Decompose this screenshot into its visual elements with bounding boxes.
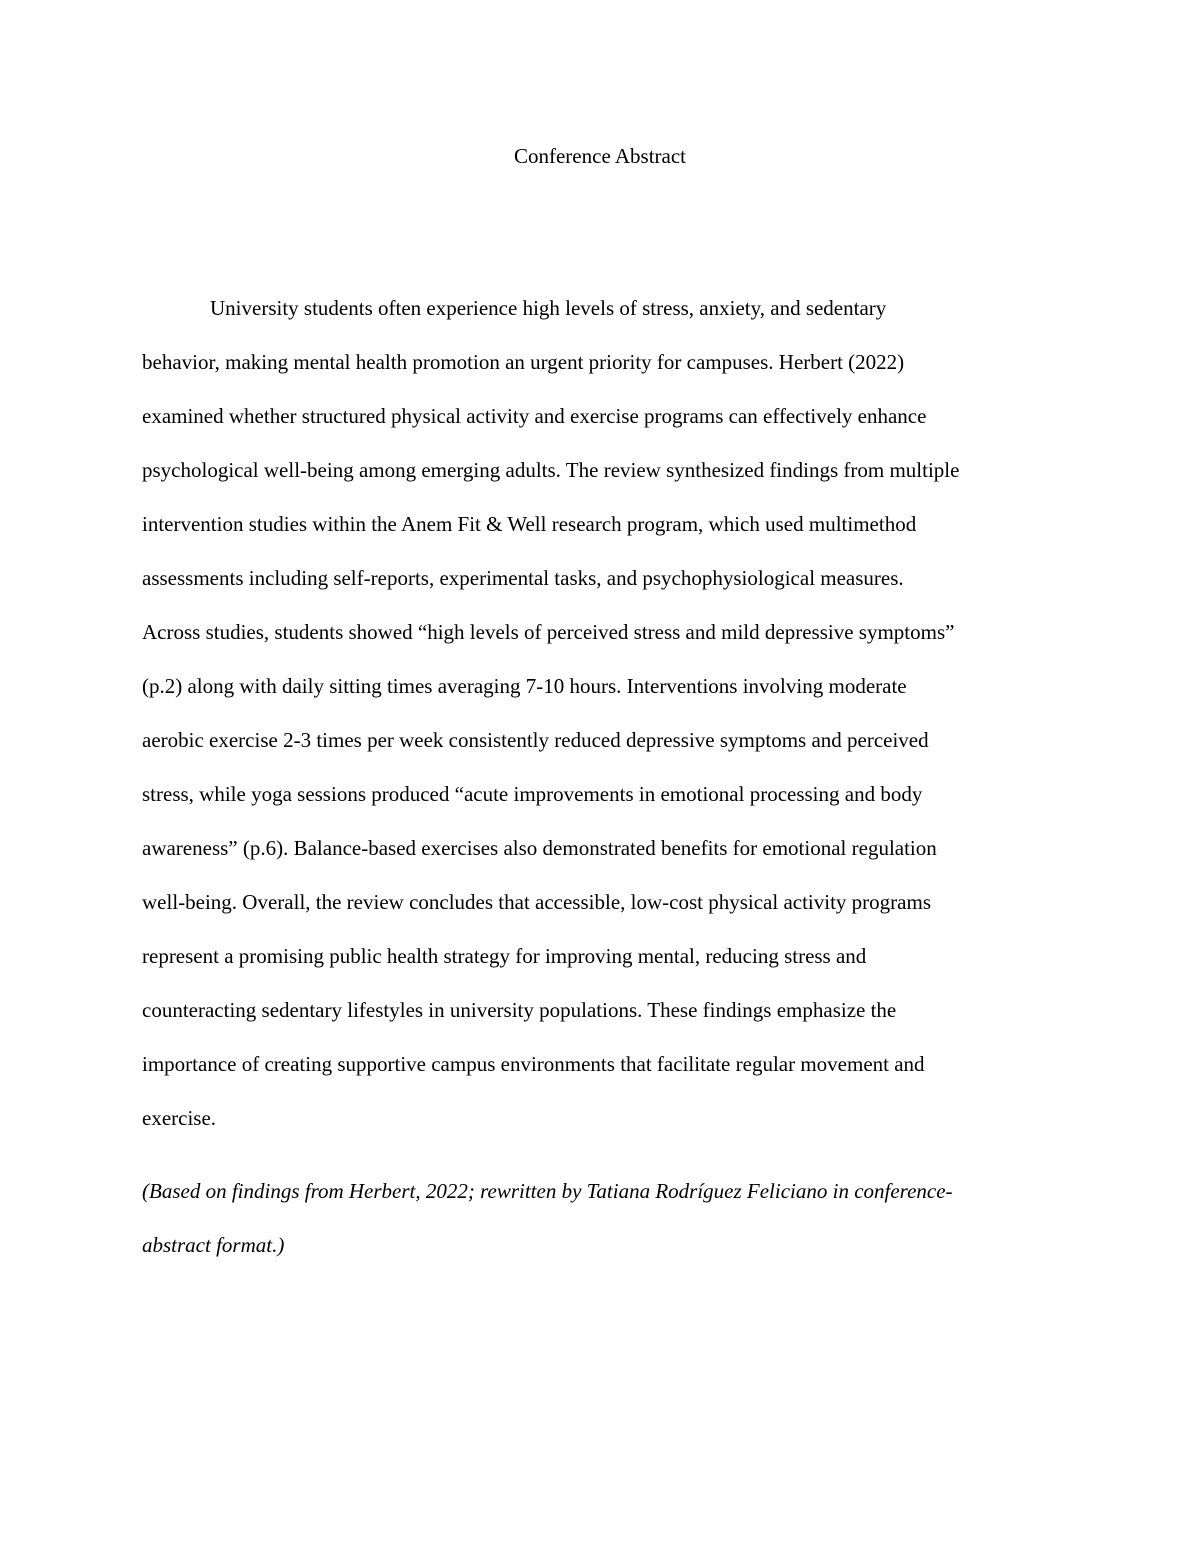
body-line: well-being. Overall, the review concludes that accessible, low-cost physical activity programs [142, 890, 931, 914]
body-line: (p.2) along with daily sitting times averaging 7-10 hours. Interventions involving moderate [142, 674, 907, 698]
body-line: University students often experience high levels of stress, anxiety, and sedentary [210, 296, 887, 320]
body-line: represent a promising public health strategy for improving mental, reducing stress and [142, 944, 867, 968]
abstract-body [142, 281, 1062, 1145]
body-line: importance of creating supportive campus environments that facilitate regular movement and [142, 1052, 925, 1076]
body-line: behavior, making mental health promotion an urgent priority for campuses. Herbert (2022) [142, 350, 905, 374]
body-line: awareness” (p.6). Balance-based exercises also demonstrated benefits for emotional regulation [142, 836, 937, 860]
body-line: counteracting sedentary lifestyles in university populations. These findings emphasize the [142, 998, 897, 1022]
body-line: exercise. [142, 1106, 217, 1130]
body-line: Across studies, students showed “high levels of perceived stress and mild depressive symptoms” [142, 620, 955, 644]
note-line: (Based on findings from Herbert, 2022; rewritten by Tatiana Rodríguez Feliciano in conference- [142, 1179, 953, 1203]
body-line: assessments including self-reports, experimental tasks, and psychophysiological measures. [142, 566, 904, 590]
body-line: aerobic exercise 2-3 times per week consistently reduced depressive symptoms and perceived [142, 728, 929, 752]
body-line: stress, while yoga sessions produced “acute improvements in emotional processing and body [142, 782, 923, 806]
attribution-note [142, 1164, 1062, 1272]
body-line: intervention studies within the Anem Fit & Well research program, which used multimethod [142, 512, 917, 536]
page-title: Conference Abstract [513, 144, 686, 168]
body-line: examined whether structured physical activity and exercise programs can effectively enhance [142, 404, 927, 428]
note-line: abstract format.) [142, 1233, 285, 1257]
body-line: psychological well-being among emerging adults. The review synthesized findings from multiple [142, 458, 960, 482]
